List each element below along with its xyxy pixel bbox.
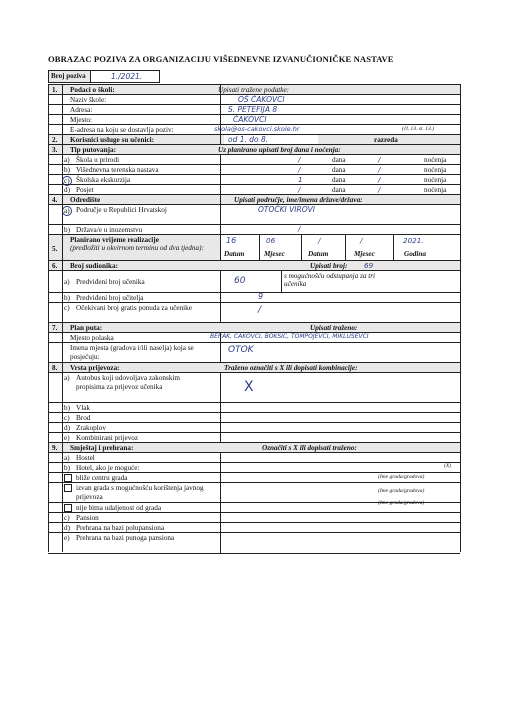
s3-label: Višednevna terenska nastava bbox=[76, 166, 159, 174]
s9-label: bliže centru grada bbox=[76, 474, 128, 482]
s3-label: Posjet bbox=[76, 186, 94, 194]
s8-label: Zrakoplov bbox=[76, 424, 106, 432]
s1-heading: Podaci o školi: bbox=[70, 86, 115, 94]
s5-col-datum-2: Datum bbox=[308, 250, 329, 258]
s9-row bbox=[48, 532, 460, 554]
s3-nocenja-value: / bbox=[378, 175, 381, 184]
broj-poziva-value: 1./2021. bbox=[111, 72, 143, 81]
s5-num: 5. bbox=[52, 245, 58, 253]
s1-note: (čl. 13. st. 13.) bbox=[402, 126, 434, 132]
s9-letter: e) bbox=[64, 534, 70, 542]
s4-value: OTOČKI VIROVI bbox=[258, 205, 315, 214]
s4-num: 4. bbox=[52, 196, 58, 204]
s6-ucenici-value: 60 bbox=[234, 276, 246, 286]
s1-value: S. PETEFIJA 8 bbox=[228, 105, 278, 114]
s3-nocenja-label: noćenja bbox=[424, 166, 447, 174]
s5-datum-from: 16 bbox=[226, 236, 237, 245]
s1-value: OŠ ČAKOVCI bbox=[238, 95, 285, 104]
s8-letter: d) bbox=[64, 424, 70, 432]
s3-hint: Uz planirano upisati broj dana i noćenja: bbox=[218, 146, 341, 154]
s3-nocenja-value: / bbox=[378, 165, 381, 174]
s5-col-godina: Godina bbox=[404, 250, 426, 258]
s3-letter-circled: c) bbox=[64, 177, 70, 185]
s3-dana-value: 1 bbox=[298, 175, 303, 184]
s1-value: ČAKOVCI bbox=[233, 115, 267, 124]
s3-nocenja-label: noćenja bbox=[424, 186, 447, 194]
s3-heading: Tip putovanja: bbox=[70, 146, 117, 154]
s7-odrediste-value: OTOK bbox=[228, 345, 254, 355]
s4-letter-circled: a) bbox=[64, 207, 70, 215]
s3-dana-label: dana bbox=[332, 166, 346, 174]
s5-sub: (predložiti u okvirnom terminu od dva tjedna): bbox=[70, 244, 204, 252]
s3-nocenja-value: / bbox=[378, 155, 381, 164]
s4-label: Područje u Republici Hrvatskoj bbox=[76, 206, 167, 214]
s3-dana-value: / bbox=[298, 165, 301, 174]
s9-label: Hostel bbox=[76, 454, 95, 462]
s6-letter: b) bbox=[64, 294, 70, 302]
s5-heading: Planirano vrijeme realizacije bbox=[70, 236, 159, 244]
s8-label: Kombinirani prijevoz bbox=[76, 434, 139, 442]
s6-label: Predviđeni broj učenika bbox=[76, 278, 145, 286]
s9-value: (Ime grada/gradova) bbox=[378, 474, 425, 480]
s3-letter: d) bbox=[64, 186, 70, 194]
s9-hint: Označiti s X ili dopisati traženo: bbox=[262, 444, 357, 452]
s1-num: 1. bbox=[52, 86, 58, 94]
s4-row bbox=[48, 204, 460, 225]
s3-dana-label: dana bbox=[332, 176, 346, 184]
form-table bbox=[48, 84, 460, 639]
s5-mjesec-to: / bbox=[360, 236, 363, 245]
s9-value: (Ime grada/gradova) bbox=[378, 500, 425, 506]
s3-nocenja-value: / bbox=[378, 185, 381, 194]
form-title: OBRAZAC POZIVA ZA ORGANIZACIJU VIŠEDNEVNE IZVANUČIONIČKE NASTAVE bbox=[48, 54, 394, 64]
s4-hint: Upisati područje, ime/imena države/država: bbox=[234, 196, 363, 204]
s6-note: s mogućnošću odstupanja za tri učenika bbox=[284, 272, 376, 288]
s3-num: 3. bbox=[52, 146, 58, 154]
s7-heading: Plan puta: bbox=[70, 324, 103, 332]
s2-num: 2. bbox=[52, 136, 58, 144]
s6-letter: c) bbox=[64, 304, 70, 312]
s6-heading: Broj sudionika: bbox=[70, 262, 118, 270]
s4-heading: Odredište bbox=[70, 196, 101, 204]
s9-num: 9. bbox=[52, 444, 58, 452]
s8-letter: c) bbox=[64, 414, 70, 422]
s8-letter: b) bbox=[64, 404, 70, 412]
s4-label: Država/e u inozemstvu bbox=[76, 226, 143, 234]
s9-letter: d) bbox=[64, 524, 70, 532]
s3-letter: b) bbox=[64, 166, 70, 174]
s1-label: E-adresa na koju se dostavlja poziv: bbox=[70, 126, 174, 134]
s8-label: Autobus koji udovoljava zakonskim propisima za prijevoz učenika bbox=[76, 374, 181, 391]
s3-nocenja-label: noćenja bbox=[424, 176, 447, 184]
s6-label: Očekivani broj gratis ponuda za učenike bbox=[76, 304, 192, 312]
s6-row bbox=[48, 302, 460, 323]
s9-label: nije bitna udaljenost od grada bbox=[76, 504, 162, 512]
broj-poziva-label: Broj poziva bbox=[49, 71, 91, 82]
s9-heading: Smještaj i prehrana: bbox=[70, 444, 134, 452]
s9-label: izvan grada s mogućnošću korištenja javnog prijevoza bbox=[76, 484, 204, 501]
s2-heading: Korisnici usluge su učenici: bbox=[70, 136, 155, 144]
s7-label: Mjesto polaska bbox=[70, 334, 114, 342]
s6-row bbox=[48, 270, 460, 293]
s1-label: Naziv škole: bbox=[70, 96, 107, 104]
s8-num: 8. bbox=[52, 364, 58, 372]
s9-checkbox[interactable] bbox=[64, 484, 76, 492]
s5-col-mjesec: Mjesec bbox=[264, 250, 285, 258]
s4-letter: b) bbox=[64, 226, 70, 234]
s6-label: Predviđeni broj učitelja bbox=[76, 294, 144, 302]
s7-hint: Upisati traženo: bbox=[310, 324, 358, 332]
s6-num: 6. bbox=[52, 262, 58, 270]
s8-hint: Traženo označiti s X ili dopisati kombinacije: bbox=[224, 364, 358, 372]
s2-value: od 1. do 8. bbox=[224, 135, 318, 144]
s1-email-value: skola@os-cakovci.skole.hr bbox=[214, 125, 300, 133]
s5-col-mjesec-2: Mjesec bbox=[354, 250, 375, 258]
s5-row bbox=[48, 234, 460, 261]
s3-letter: a) bbox=[64, 156, 70, 164]
s3-dana-value: / bbox=[298, 155, 301, 164]
s9-label: Prehrana na bazi polupansiona bbox=[76, 524, 165, 532]
s6-gratis-value: / bbox=[258, 305, 262, 315]
s8-heading: Vrsta prijevoza: bbox=[70, 364, 120, 372]
s8-label: Brod bbox=[76, 414, 91, 422]
s9-label: Prehrana na bazi punoga pansiona bbox=[76, 534, 175, 542]
s2-suffix: razreda bbox=[374, 136, 398, 144]
s5-datum-to: / bbox=[318, 236, 321, 245]
s8-row bbox=[48, 372, 460, 403]
s4-value: / bbox=[298, 224, 301, 233]
s3-nocenja-label: noćenja bbox=[424, 156, 447, 164]
s3-label: Školska ekskurzija bbox=[76, 176, 131, 184]
s7-label: Imena mjesta (gradova i/ili naselja) koja se posjećuju: bbox=[70, 344, 194, 361]
s9-label: Pansion bbox=[76, 514, 99, 522]
s7-row bbox=[48, 342, 460, 363]
s9-letter: b) bbox=[64, 464, 70, 472]
s5-godina: 2021. bbox=[403, 236, 424, 245]
s9-label: Hotel, ako je moguće: bbox=[76, 464, 140, 472]
s7-num: 7. bbox=[52, 324, 58, 332]
s1-hint: Upisati tražene podatke: bbox=[218, 86, 290, 94]
s5-mjesec-from: 06 bbox=[266, 236, 276, 245]
s3-dana-label: dana bbox=[332, 156, 346, 164]
broj-poziva-box bbox=[48, 70, 160, 83]
s6-total: 69 bbox=[364, 261, 374, 270]
s3-dana-label: dana bbox=[332, 186, 346, 194]
s1-label: Adresa: bbox=[70, 106, 93, 114]
s9-letter: c) bbox=[64, 514, 70, 522]
s8-letter: a) bbox=[64, 374, 70, 382]
s5-col-datum: Datum bbox=[224, 250, 245, 258]
s3-dana-value: / bbox=[298, 185, 301, 194]
s6-ucitelji-value: 9 bbox=[258, 292, 264, 301]
s3-label: Škola u prirodi bbox=[76, 156, 120, 164]
s1-label: Mjesto: bbox=[70, 116, 92, 124]
s9-letter: a) bbox=[64, 454, 70, 462]
s8-label: Vlak bbox=[76, 404, 90, 412]
s6-hint: Upisati broj: bbox=[310, 262, 348, 270]
s9-value: (Ime grada/gradova) bbox=[378, 488, 425, 494]
s8-letter: e) bbox=[64, 434, 70, 442]
s7-polazak-value: BERAK, ČAKOVCI, BOKŠIĆ, TOMPOJEVCI, MIKLUŠEVCI bbox=[210, 333, 369, 340]
s9-value: (X) bbox=[444, 463, 452, 469]
s8-autobus-value: X bbox=[244, 379, 254, 395]
s6-letter: a) bbox=[64, 278, 70, 286]
